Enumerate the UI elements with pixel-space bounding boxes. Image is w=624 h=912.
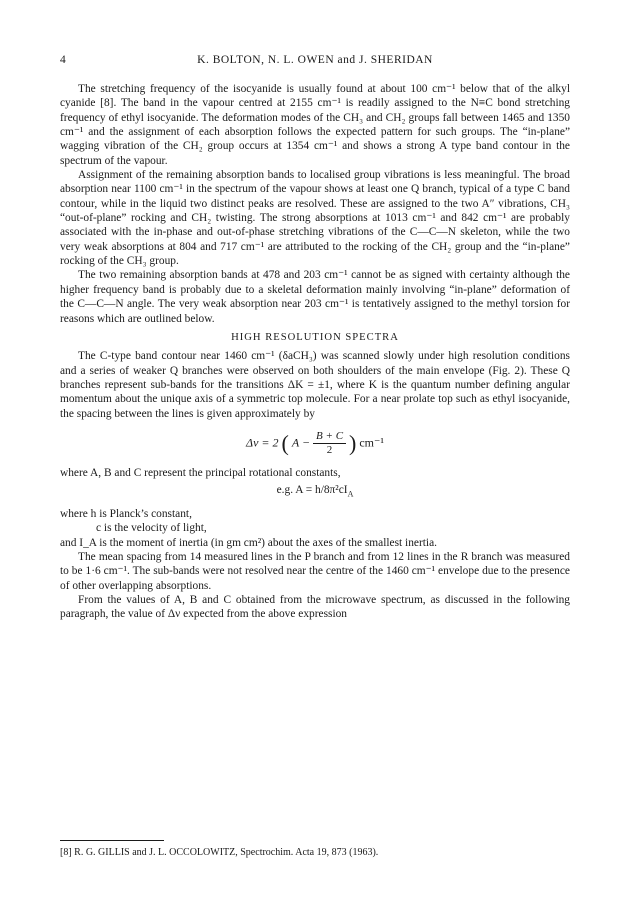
formula-lhs: Δν = 2 [246, 435, 279, 450]
formula-unit: cm⁻¹ [359, 435, 384, 450]
paragraph-group-vibrations: Assignment of the remaining absorption bands to localised group vibrations is less meaningful. The broad absorption near 1100 cm⁻¹ in the spectrum of the vapour shows at least one Q branch, typical of a type C band contour, while in the liquid two distinct peaks are resolved. These are assigned to the two A″ vibrations, CH₃ “out-of-plane” rocking and CH₂ twisting. The strong absorptions at 1013 cm⁻¹ and 842 cm⁻¹ are probably associated with the in-phase and out-of-phase stretching vibrations of the C—C—N skeleton, while the two very weak absorptions at 804 and 717 cm⁻¹ are attributed to the rocking of the CH₂ group and the “in-plane” rocking of the CH₃ group. [60, 169, 570, 268]
formula-fraction [313, 430, 346, 457]
example-text: e.g. A = h/8π²cI [276, 484, 348, 497]
body-text [60, 82, 570, 622]
formula-denominator: 2 [326, 443, 333, 456]
formula-a-term: A − [291, 435, 311, 450]
formula-numerator: B + C [313, 430, 346, 444]
where-statement: where A, B and C represent the principal rotational constants, [60, 466, 341, 479]
definition-inertia: and I_A is the moment of inertia (in gm cm²) about the axes of the smallest inertia. [60, 536, 437, 549]
formula-close-paren: ) [349, 430, 357, 456]
definition-light: c is the velocity of light, [96, 522, 207, 535]
formula-open-paren: ( [281, 430, 289, 456]
symbol-definitions [60, 507, 570, 550]
page-number: 4 [60, 54, 66, 66]
footnote-rule [60, 840, 164, 841]
footnote-reference: [8] R. G. GILLIS and J. L. OCCOLOWITZ, Spectrochim. Acta 19, 873 (1963). [60, 847, 379, 858]
paragraph-mean-spacing: The mean spacing from 14 measured lines in the P branch and from 12 lines in the R branch was measured to be 1·6 cm⁻¹. The sub-bands were not resolved near the centre of the 1460 cm⁻¹ envelope due to the presence of other overlapping absorptions. [60, 550, 570, 592]
definition-planck: where h is Planck’s constant, [60, 507, 192, 520]
paragraph-remaining-bands: The two remaining absorption bands at 478 and 203 cm⁻¹ cannot be as signed with certainty although the higher frequency band is probably due to a skeletal deformation mainly involving “in-plane” deformation of the C—C—N angle. The very weak absorption near 203 cm⁻¹ is tentatively assigned to the methyl torsion for reasons which are outlined below. [60, 269, 570, 325]
paragraph-high-resolution: The C-type band contour near 1460 cm⁻¹ (δaCH₃) was scanned slowly under high resolution conditions and a series of weaker Q branches were observed on both shoulders of the main envelope (Fig. 2). These Q branches represent sub-bands for the transitions ΔK = ±1, where K is the quantum number defining angular momentum about the unique axis of a symmetric top molecule. For a near prolate top such as ethyl isocyanide, the spacing between the lines is given approximately by [60, 350, 570, 420]
example-subscript: A [347, 489, 354, 499]
section-heading: HIGH RESOLUTION SPECTRA [231, 331, 399, 343]
paragraph-isocyanide-stretching: The stretching frequency of the isocyanide is usually found at about 100 cm⁻¹ below that of the alkyl cyanide [8]. The band in the vapour centred at 2155 cm⁻¹ is readily assigned to the N≡C bond stretching frequency of ethyl isocyanide. The deformation modes of the CH₃ and CH₂ groups fall between 1465 and 1350 cm⁻¹ and the assignment of each absorption follows the expected pattern for such groups. The “in-plane” wagging vibration of the CH₂ group occurs at 1354 cm⁻¹ and shows a strong A type band contour in the spectrum of the vapour. [60, 83, 570, 167]
spacing-formula [60, 430, 570, 457]
running-header [60, 54, 570, 72]
running-head-authors: K. BOLTON, N. L. OWEN and J. SHERIDAN [197, 54, 433, 66]
paragraph-microwave-values: From the values of A, B and C obtained from the microwave spectrum, as discussed in the following paragraph, the value of Δν expected from the above expression [60, 593, 570, 621]
example-formula [60, 483, 570, 502]
